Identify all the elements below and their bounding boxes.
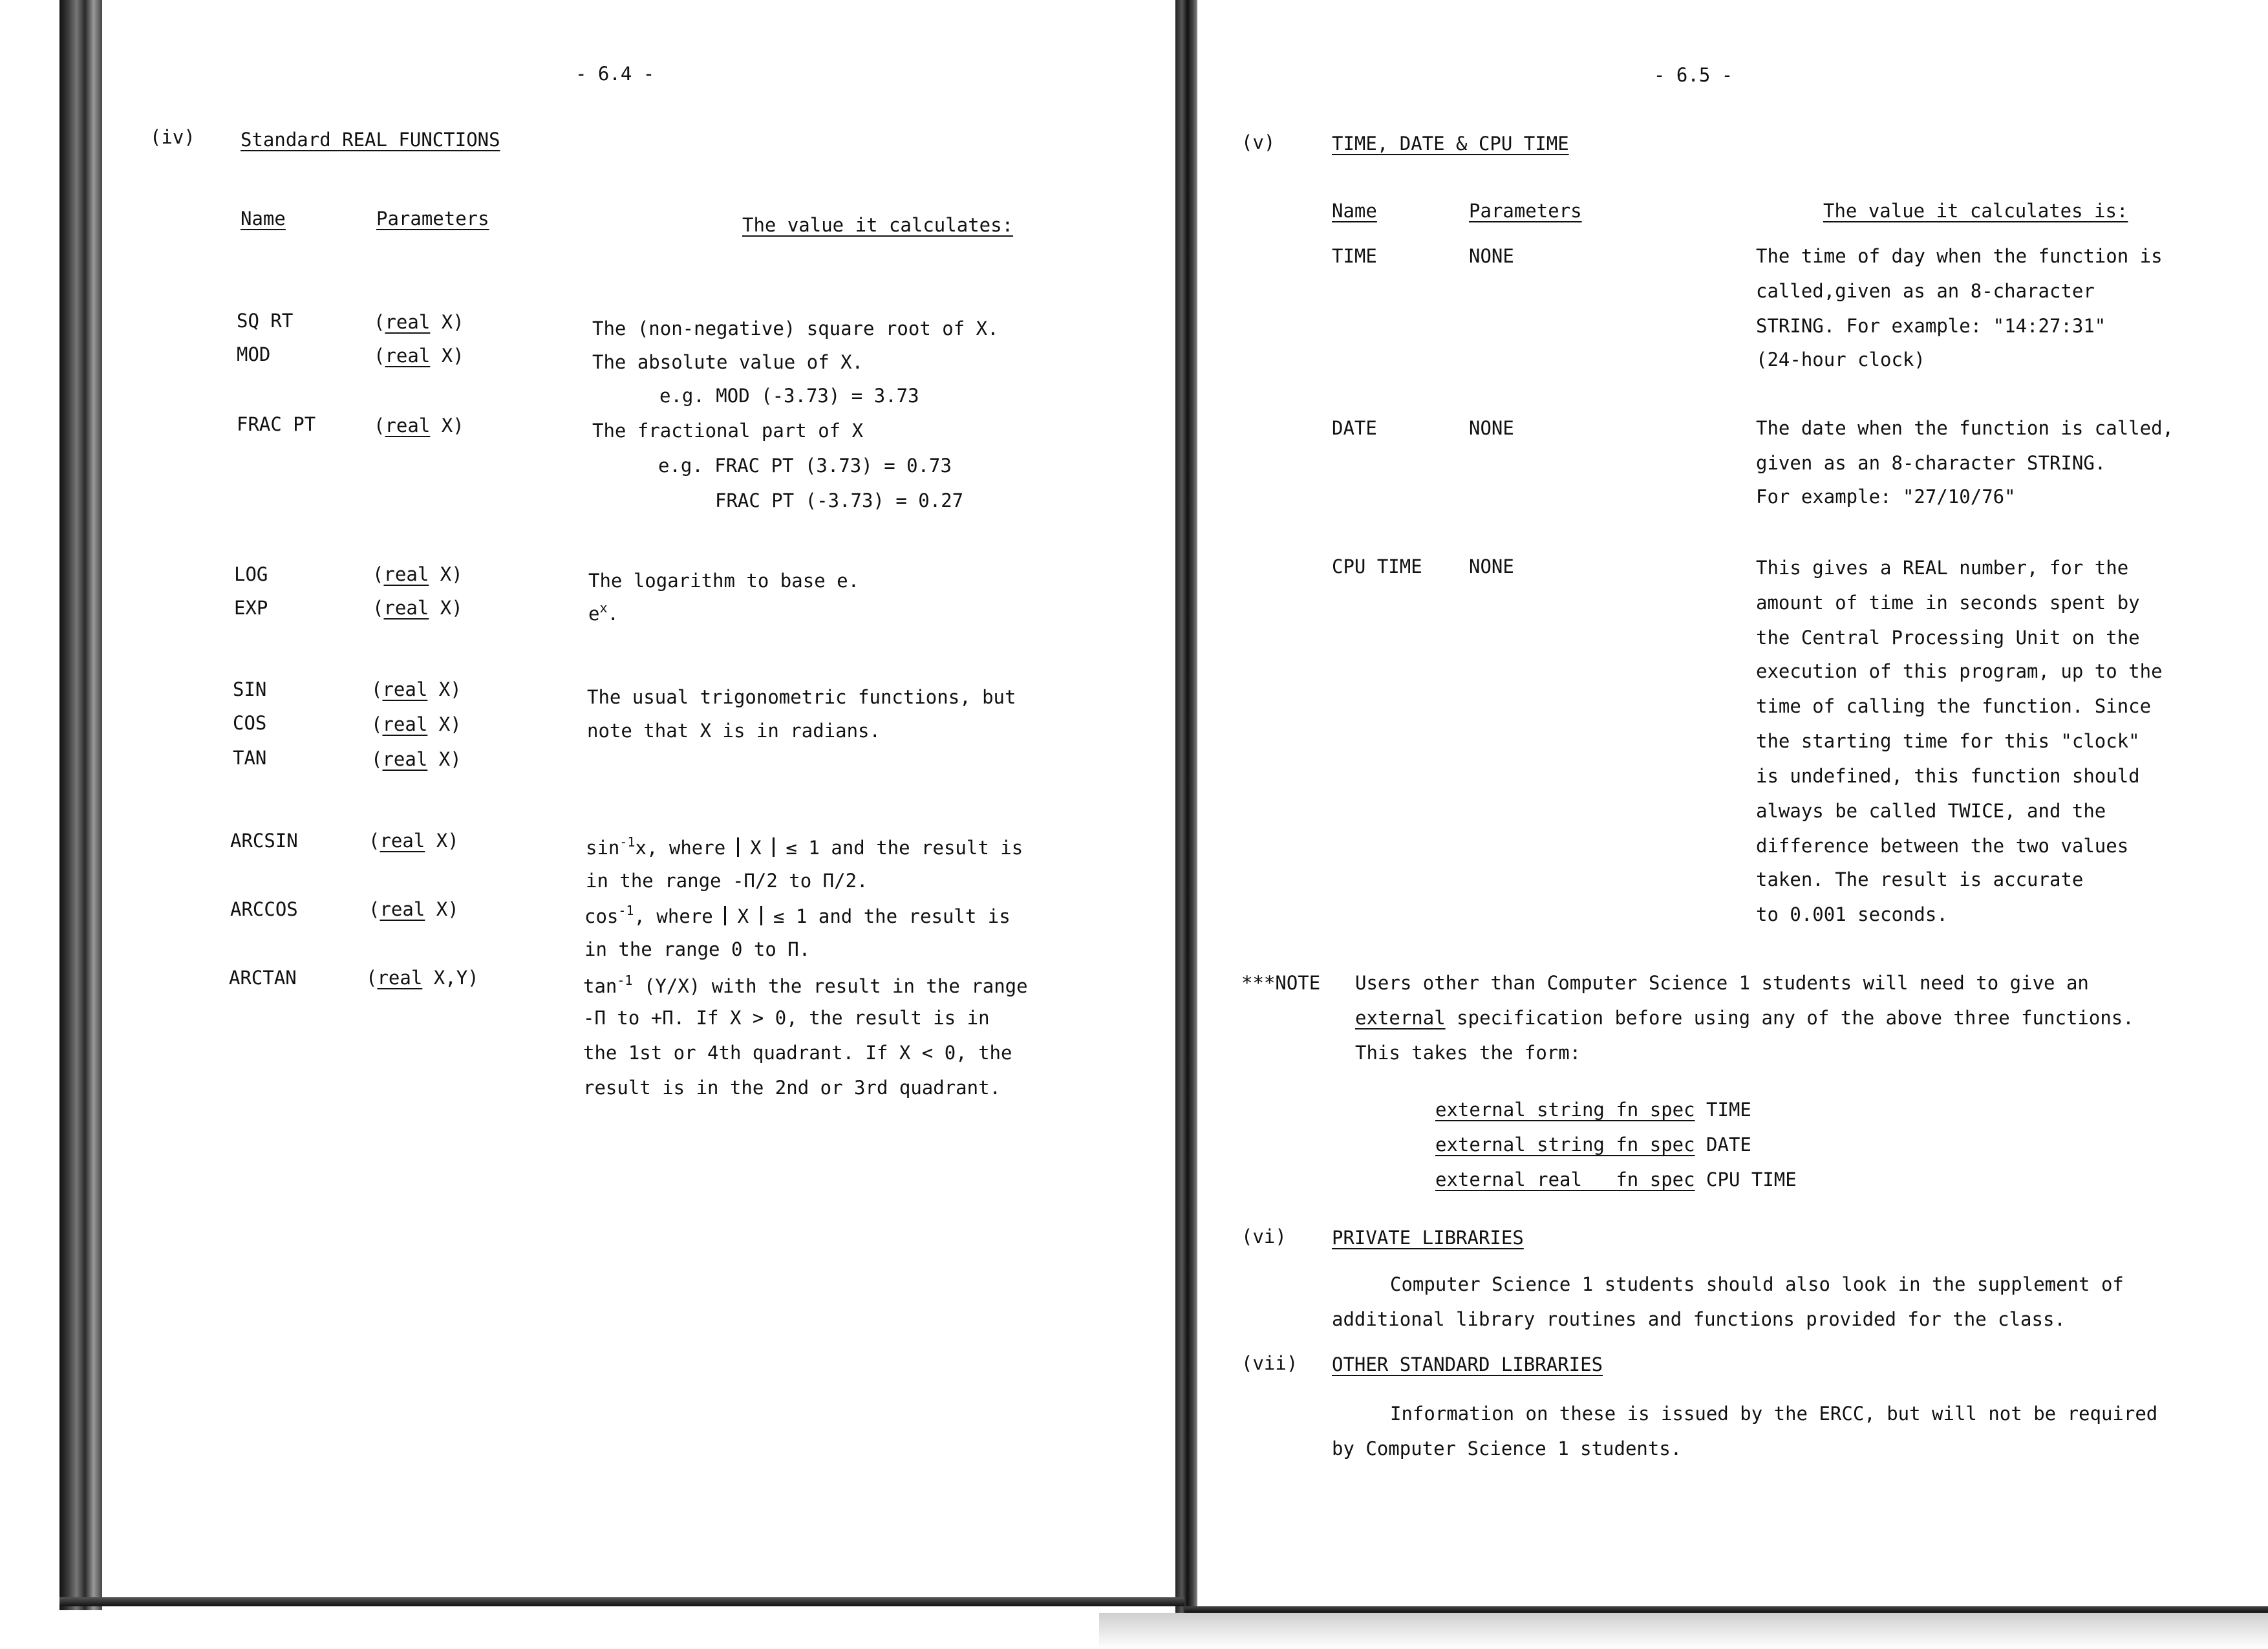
function-description: in the range 0 to Π. [584,938,811,960]
function-description: $e^x$. [588,600,619,625]
function-description: the starting time for this "clock" [1756,730,2140,752]
function-params: (real X) [374,415,464,436]
function-description: in the range -Π/2 to Π/2. [586,870,868,892]
function-description: -Π to +Π. If X > 0, the result is in [583,1007,990,1029]
function-name: COS [233,712,267,734]
note-label: ***NOTE [1241,972,1321,994]
function-description: $\sin^{-1}x$, where X ≤ 1 and the result is [586,834,1023,859]
function-name: ARCCOS [230,898,298,920]
section-number: (v) [1241,131,1276,153]
note-text: This takes the form: [1355,1042,1581,1064]
function-description: The date when the function is called, [1756,417,2174,439]
function-params: (real X) [371,678,462,700]
function-description: called,given as an 8-character [1756,280,2095,302]
function-description: The usual trigonometric functions, but [587,686,1016,708]
function-name: MOD [237,343,271,365]
section-title: PRIVATE LIBRARIES [1332,1227,1524,1249]
function-name: ARCSIN [230,830,298,852]
function-description: is undefined, this function should [1756,765,2140,787]
header-value: The value it calculates is: [1823,200,2128,222]
header-name: Name [241,208,286,230]
function-params: (real X) [369,830,459,852]
section-title: OTHER STANDARD LIBRARIES [1332,1353,1603,1375]
function-params: NONE [1469,417,1514,439]
function-params: (real X) [372,597,463,619]
note-text: Users other than Computer Science 1 students will need to give an [1355,972,2089,994]
spec-line: external string fn spec TIME [1435,1099,1751,1121]
function-description: STRING. For example: "14:27:31" [1756,315,2106,337]
function-params: NONE [1469,555,1514,577]
function-description: amount of time in seconds spent by [1756,592,2140,614]
function-params: NONE [1469,245,1514,267]
header-value: The value it calculates: [742,214,1014,236]
section-number: (vii) [1241,1352,1298,1374]
function-params: (real X) [371,748,462,770]
section-number: (iv) [150,126,195,148]
function-example: FRAC PT (-3.73) = 0.27 [715,490,964,512]
function-description: The time of day when the function is [1756,245,2163,267]
function-description: note that X is in radians. [587,720,881,742]
book-edge-left [59,0,102,1610]
function-name: SQ RT [237,310,294,332]
function-description: time of calling the function. Since [1756,695,2152,717]
paragraph-line: Computer Science 1 students should also look in the supplement of [1390,1273,2124,1295]
function-description: The fractional part of X [592,420,864,442]
function-description: taken. The result is accurate [1756,868,2084,890]
function-description: This gives a REAL number, for the [1756,557,2129,579]
function-description: (24-hour clock) [1756,349,1925,371]
page-edge-left [59,1597,1184,1606]
function-name: FRAC PT [237,413,316,435]
paragraph-line: by Computer Science 1 students. [1332,1438,1682,1460]
spec-line: external string fn spec DATE [1435,1134,1751,1156]
function-description: $\cos^{-1}$, where X ≤ 1 and the result is [584,903,1011,927]
scan-shadow [1099,1613,2268,1649]
function-description: given as an 8-character STRING. [1756,452,2106,474]
note-text: external specification before using any of the above three functions. [1355,1007,2134,1029]
function-description: The logarithm to base e. [588,570,860,592]
function-name: CPU TIME [1332,555,1422,577]
header-parameters: Parameters [376,208,489,230]
header-name: Name [1332,200,1377,222]
function-params: (real X) [374,345,464,367]
function-params: (real X) [371,713,462,735]
function-description: difference between the two values [1756,835,2129,857]
function-params: (real X) [372,563,463,585]
function-params: (real X) [369,898,459,920]
function-description: $\tan^{-1} (Y/X)$ with the result in the range [583,973,1028,997]
function-description: the 1st or 4th quadrant. If X < 0, the [583,1042,1012,1064]
paragraph-line: Information on these is issued by the ERCC, but will not be required [1390,1403,2158,1425]
function-description: to 0.001 seconds. [1756,903,1948,925]
page-number: - 6.4 - [575,63,655,85]
header-parameters: Parameters [1469,200,1582,222]
spec-line: external real fn spec CPU TIME [1435,1169,1797,1191]
function-params: (real X,Y) [366,967,479,989]
function-name: TIME [1332,245,1377,267]
function-description: always be called TWICE, and the [1756,800,2106,822]
paragraph-line: additional library routines and functions provided for the class. [1332,1308,2066,1330]
function-description: For example: "27/10/76" [1756,486,2016,508]
function-description: execution of this program, up to the [1756,660,2163,682]
function-name: SIN [233,678,267,700]
book-spine [1175,0,1197,1617]
function-name: TAN [233,747,267,769]
page-number: - 6.5 - [1654,64,1733,86]
section-title: TIME, DATE & CPU TIME [1332,133,1569,155]
function-name: DATE [1332,417,1377,439]
function-description: The absolute value of X. [592,351,864,373]
function-example: e.g. FRAC PT (3.73) = 0.73 [658,455,952,477]
function-description: the Central Processing Unit on the [1756,627,2140,649]
function-description: The (non-negative) square root of X. [592,318,999,339]
function-description: result is in the 2nd or 3rd quadrant. [583,1077,1001,1099]
function-example: e.g. MOD (-3.73) = 3.73 [659,385,919,407]
section-number: (vi) [1241,1225,1287,1247]
function-name: LOG [234,563,268,585]
section-title: Standard REAL FUNCTIONS [241,129,500,151]
page-edge-right [1184,1606,2268,1613]
function-name: ARCTAN [229,967,297,989]
function-params: (real X) [374,311,464,333]
function-name: EXP [234,597,268,619]
